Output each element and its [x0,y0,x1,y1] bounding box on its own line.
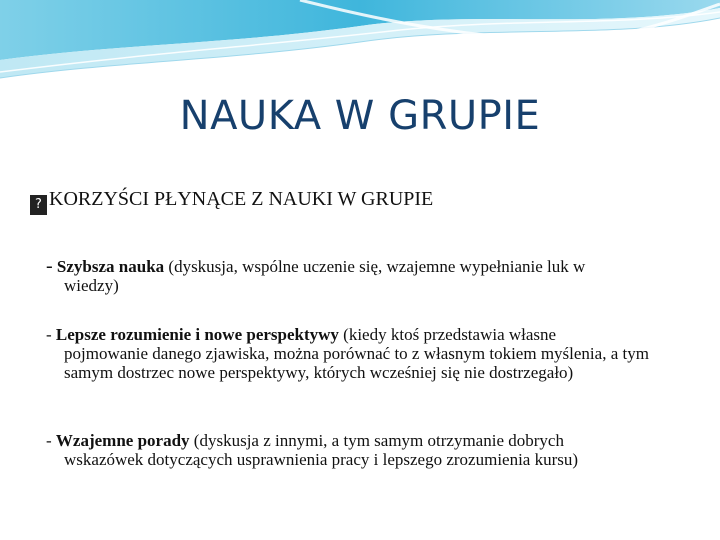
header-wave-decoration [0,0,720,90]
list-item [46,325,686,382]
list-item-first-line [46,325,686,344]
list-item-bold-text: Lepsze rozumienie i nowe perspektywy [55,325,339,344]
section-heading-text: KORZYŚCI PŁYNĄCE Z NAUKI W GRUPIE [49,188,434,210]
list-item-continuation: wskazówek dotyczących usprawnienia pracy i lepszego zrozumienia kursu) [64,450,579,469]
slide-title: NAUKA W GRUPIE [179,93,541,139]
dash-marker: - [46,325,52,344]
list-item-text: (dyskusja, wspólne uczenie się, wzajemne wypełnianie luk w [168,257,586,276]
list-item-continuation: pojmowanie danego zjawiska, można porównać to z własnym tokiem myślenia, a tym samym dostrzec nowe perspektywy, których wcześniej się nie dostrzegało) [64,344,649,382]
list-item-bold-text: Wzajemne porady [55,431,190,450]
dash-marker: - [46,431,52,450]
list-item-text: (kiedy ktoś przedstawia własne [343,325,557,344]
dash-marker: - [46,255,53,277]
list-item-first-line [46,431,686,450]
list-item [46,257,696,295]
list-item-bold-text: Szybsza nauka [56,257,165,276]
list-item [46,431,686,469]
list-item-text: (dyskusja z innymi, a tym samym otrzymanie dobrych [193,431,564,450]
section-heading [30,186,690,215]
list-item-continuation: wiedzy) [64,276,119,295]
replacement-character-icon: ? [30,195,47,215]
list-item-first-line [46,257,696,276]
